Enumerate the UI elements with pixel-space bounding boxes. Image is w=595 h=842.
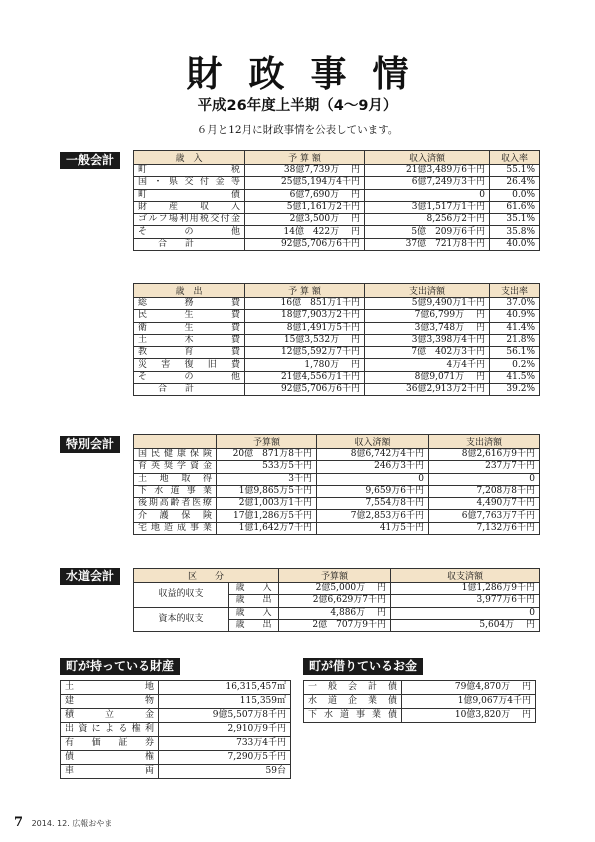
table-row: [134, 214, 540, 226]
table-cell: 2億 707万9千円: [279, 619, 391, 631]
col-header: 区 分: [134, 569, 279, 583]
table-cell: 55.1%: [490, 165, 540, 177]
row-label: 債 権: [61, 751, 159, 765]
col-header: 収入済額: [317, 435, 429, 449]
assets-label: 町が持っている財産: [60, 658, 180, 675]
table-cell: 8億1,491万5千円: [245, 322, 365, 334]
col-header: 支出済額: [429, 435, 540, 449]
table-row: [134, 449, 540, 461]
table-row: [134, 607, 540, 619]
table-cell: 10億3,820万 円: [402, 709, 536, 723]
col-header: 収入済額: [365, 151, 490, 165]
row-label: 介 護 保 険: [134, 510, 217, 522]
intro-text: ６月と12月に財政事情を公表しています。: [196, 124, 399, 136]
table-cell: 8億9,071万 円: [365, 371, 490, 383]
table-cell: 1億9,865万5千円: [217, 485, 317, 497]
table-cell: 2億1,003万1千円: [217, 498, 317, 510]
table-row: [61, 681, 291, 695]
table-cell: 21億4,556万1千円: [245, 371, 365, 383]
table-cell: 0.0%: [490, 189, 540, 201]
table-cell: 5,604万 円: [391, 619, 540, 631]
row-label: 衛 生 費: [134, 322, 245, 334]
table-cell: 2億6,629万7千円: [279, 595, 391, 607]
table-cell: 7,554万8千円: [317, 498, 429, 510]
table-cell: 14億 422万 円: [245, 226, 365, 238]
row-label: 下 水 道 事 業: [134, 485, 217, 497]
table-cell: 7億2,853万6千円: [317, 510, 429, 522]
page-footer: [14, 815, 112, 830]
row-label: 土 地 取 得: [134, 473, 217, 485]
publication-name: 広報おやま: [72, 819, 113, 828]
row-label: 出資による権利: [61, 723, 159, 737]
row-label: 車 両: [61, 765, 159, 779]
col-header: 支出済額: [365, 284, 490, 298]
table-cell: 16,315,457㎡: [159, 681, 291, 695]
table-cell: 3億3,398万4千円: [365, 334, 490, 346]
table-cell: 7億 402万3千円: [365, 347, 490, 359]
page-subtitle: 平成26年度上半期（4～9月）: [197, 98, 398, 114]
col-header: 予算額: [217, 435, 317, 449]
issue-date: 2014. 12.: [31, 819, 70, 828]
table-row: [134, 371, 540, 383]
row-label: そ の 他: [134, 371, 245, 383]
table-cell: 8,256万2千円: [365, 214, 490, 226]
table-cell: 41.5%: [490, 371, 540, 383]
table-cell: 41.4%: [490, 322, 540, 334]
row-label: そ の 他: [134, 226, 245, 238]
table-cell: 8億2,616万9千円: [429, 449, 540, 461]
table-cell: 7,290万5千円: [159, 751, 291, 765]
table-cell: 7,208万8千円: [429, 485, 540, 497]
table-cell: 8億6,742万4千円: [317, 449, 429, 461]
table-cell: 0: [365, 189, 490, 201]
table-cell: 7億6,799万 円: [365, 310, 490, 322]
table-cell: 533万5千円: [217, 461, 317, 473]
general-expenditure-table: [133, 283, 540, 396]
total-row: [134, 238, 540, 250]
col-header: 予 算 額: [245, 151, 365, 165]
table-cell: 4,490万7千円: [429, 498, 540, 510]
table-cell: 36億2,913万2千円: [365, 384, 490, 396]
table-cell: 92億5,706万6千円: [245, 238, 365, 250]
table-row: [61, 723, 291, 737]
table-row: [134, 359, 540, 371]
table-cell: 9億5,507万8千円: [159, 709, 291, 723]
row-label: 災 害 復 旧 費: [134, 359, 245, 371]
row-label: 民 生 費: [134, 310, 245, 322]
table-cell: 9,659万6千円: [317, 485, 429, 497]
table-cell: 0: [317, 473, 429, 485]
table-row: [61, 765, 291, 779]
table-cell: 35.8%: [490, 226, 540, 238]
table-cell: 40.0%: [490, 238, 540, 250]
table-row: [61, 709, 291, 723]
row-label: 積 立 金: [61, 709, 159, 723]
table-cell: 56.1%: [490, 347, 540, 359]
water-account-label: 水道会計: [60, 568, 120, 585]
table-cell: 1億1,286万9千円: [391, 583, 540, 595]
page-number: 7: [14, 815, 24, 830]
row-label: 合 計: [134, 384, 245, 396]
table-row: [61, 737, 291, 751]
col-header: 歳 入: [134, 151, 245, 165]
row-label: 教 育 費: [134, 347, 245, 359]
table-cell: 37億 721万8千円: [365, 238, 490, 250]
debts-label: 町が借りているお金: [303, 658, 423, 675]
table-cell: 0.2%: [490, 359, 540, 371]
table-cell: 21.8%: [490, 334, 540, 346]
row-label: 歳 出: [229, 619, 279, 631]
row-label: 国民健康保険: [134, 449, 217, 461]
table-cell: 0: [429, 473, 540, 485]
col-header: 予 算 額: [245, 284, 365, 298]
row-label: 一 般 会 計 債: [304, 681, 402, 695]
row-label: 総 務 費: [134, 298, 245, 310]
table-row: [134, 298, 540, 310]
table-cell: 3千円: [217, 473, 317, 485]
row-label: 水 道 企 業 債: [304, 695, 402, 709]
group-label: 収益的収支: [134, 583, 229, 608]
table-cell: 6億7,690万 円: [245, 189, 365, 201]
table-row: [134, 461, 540, 473]
row-label: ゴルフ場利用税交付金: [134, 214, 245, 226]
table-cell: 15億3,532万 円: [245, 334, 365, 346]
col-header: 歳 出: [134, 284, 245, 298]
table-cell: 3,977万6千円: [391, 595, 540, 607]
debts-table: [303, 680, 536, 723]
general-account-label: 一般会計: [60, 152, 120, 169]
table-row: [134, 310, 540, 322]
row-label: 町 税: [134, 165, 245, 177]
total-row: [134, 384, 540, 396]
table-row: [134, 165, 540, 177]
row-label: 歳 入: [229, 607, 279, 619]
table-cell: 4万4千円: [365, 359, 490, 371]
table-cell: 92億5,706万6千円: [245, 384, 365, 396]
table-cell: 5億9,490万1千円: [365, 298, 490, 310]
general-revenue-table: [133, 150, 540, 251]
table-cell: 115,359㎡: [159, 695, 291, 709]
table-cell: 18億7,903万2千円: [245, 310, 365, 322]
table-cell: 39.2%: [490, 384, 540, 396]
table-cell: 21億3,489万6千円: [365, 165, 490, 177]
table-row: [134, 177, 540, 189]
table-cell: 237万7千円: [429, 461, 540, 473]
row-label: 育英奨学資金: [134, 461, 217, 473]
row-label: 財 産 収 入: [134, 201, 245, 213]
row-label: 国・県交付金等: [134, 177, 245, 189]
table-row: [134, 473, 540, 485]
table-row: [61, 695, 291, 709]
table-cell: 5億 209万6千円: [365, 226, 490, 238]
page-title: 財政事情: [186, 54, 435, 95]
col-header: 収入率: [490, 151, 540, 165]
table-cell: 79億4,870万 円: [402, 681, 536, 695]
table-cell: 38億7,739万 円: [245, 165, 365, 177]
table-cell: 26.4%: [490, 177, 540, 189]
table-cell: 12億5,592万7千円: [245, 347, 365, 359]
table-row: [134, 347, 540, 359]
row-label: 後期高齢者医療: [134, 498, 217, 510]
table-row: [134, 201, 540, 213]
table-cell: 37.0%: [490, 298, 540, 310]
row-label: 有 価 証 券: [61, 737, 159, 751]
table-cell: 20億 871万8千円: [217, 449, 317, 461]
row-label: 合 計: [134, 238, 245, 250]
table-row: [134, 522, 540, 534]
table-cell: 1億1,642万7千円: [217, 522, 317, 534]
row-label: 建 物: [61, 695, 159, 709]
table-cell: 2億3,500万 円: [245, 214, 365, 226]
table-row: [61, 751, 291, 765]
row-label: 歳 出: [229, 595, 279, 607]
table-cell: 5億1,161万2千円: [245, 201, 365, 213]
table-cell: 61.6%: [490, 201, 540, 213]
special-account-table: [133, 434, 540, 535]
table-cell: 25億5,194万4千円: [245, 177, 365, 189]
special-account-label: 特別会計: [60, 436, 120, 453]
col-header: [134, 435, 217, 449]
table-row: [304, 709, 536, 723]
table-cell: 40.9%: [490, 310, 540, 322]
table-cell: 6億7,249万3千円: [365, 177, 490, 189]
table-row: [134, 498, 540, 510]
col-header: 予算額: [279, 569, 391, 583]
table-row: [134, 583, 540, 595]
table-row: [304, 681, 536, 695]
table-cell: 0: [391, 607, 540, 619]
col-header: 支出率: [490, 284, 540, 298]
table-row: [134, 322, 540, 334]
table-cell: 41万5千円: [317, 522, 429, 534]
table-cell: 16億 851万1千円: [245, 298, 365, 310]
table-cell: 6億7,763万7千円: [429, 510, 540, 522]
table-row: [134, 189, 540, 201]
table-row: [134, 334, 540, 346]
table-row: [304, 695, 536, 709]
row-label: 下水道事業債: [304, 709, 402, 723]
table-cell: 733万4千円: [159, 737, 291, 751]
row-label: 宅地造成事業: [134, 522, 217, 534]
col-header: 収支済額: [391, 569, 540, 583]
assets-table: [60, 680, 291, 779]
table-cell: 2,910万9千円: [159, 723, 291, 737]
table-cell: 4,886万 円: [279, 607, 391, 619]
table-cell: 3億3,748万 円: [365, 322, 490, 334]
water-account-table: [133, 568, 540, 632]
table-row: [134, 226, 540, 238]
table-cell: 1億9,067万4千円: [402, 695, 536, 709]
row-label: 歳 入: [229, 583, 279, 595]
row-label: 土 地: [61, 681, 159, 695]
table-cell: 7,132万6千円: [429, 522, 540, 534]
group-label: 資本的収支: [134, 607, 229, 632]
table-cell: 3億1,517万1千円: [365, 201, 490, 213]
table-cell: 35.1%: [490, 214, 540, 226]
table-cell: 2億5,000万 円: [279, 583, 391, 595]
table-row: [134, 510, 540, 522]
table-cell: 246万3千円: [317, 461, 429, 473]
row-label: 町 債: [134, 189, 245, 201]
table-row: [134, 485, 540, 497]
table-cell: 1,780万 円: [245, 359, 365, 371]
row-label: 土 木 費: [134, 334, 245, 346]
table-cell: 59台: [159, 765, 291, 779]
table-cell: 17億1,286万5千円: [217, 510, 317, 522]
